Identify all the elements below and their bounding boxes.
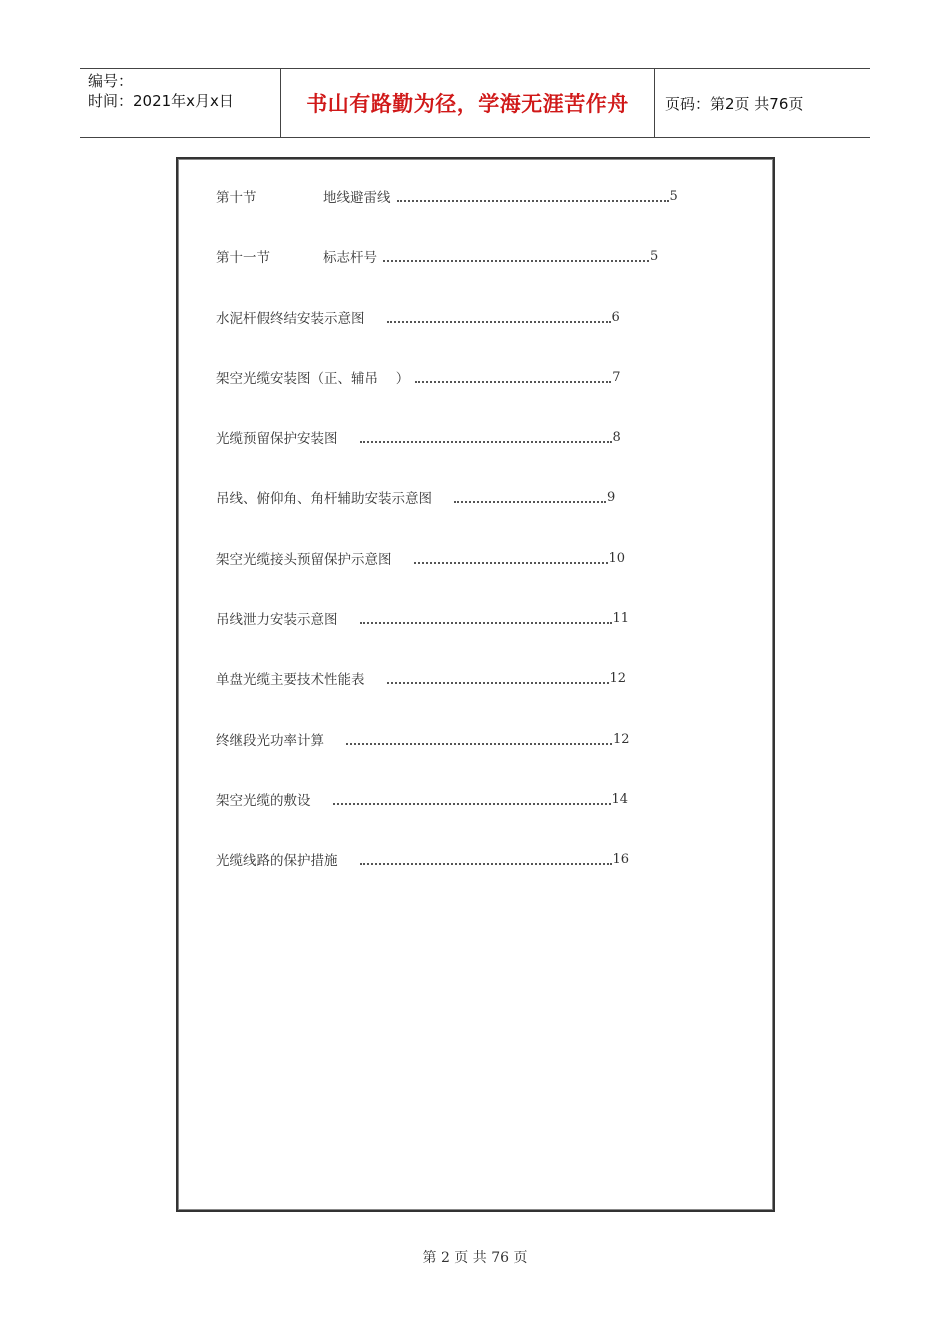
toc-entry[interactable] — [216, 367, 621, 387]
toc-entry[interactable] — [216, 789, 628, 809]
toc-section: 第十一节 — [216, 250, 270, 266]
toc-leader — [414, 553, 608, 564]
toc-title: 终继段光功率计算 — [216, 733, 324, 749]
toc-leader — [383, 251, 649, 262]
toc-entry[interactable] — [216, 729, 630, 749]
page-header — [80, 68, 870, 138]
toc-leader — [360, 854, 612, 865]
toc-leader — [346, 734, 612, 745]
page-footer: 第 2 页 共 76 页 — [422, 1250, 528, 1266]
toc-page: 7 — [612, 369, 621, 385]
toc-title: 光缆线路的保护措施 — [216, 853, 338, 869]
toc-page: 9 — [607, 489, 616, 505]
toc-page: 5 — [669, 188, 678, 204]
toc-page: 12 — [609, 670, 627, 686]
toc-leader — [397, 191, 669, 202]
toc-entry[interactable] — [216, 608, 629, 628]
toc-section: 第十节 — [216, 190, 257, 206]
toc-title: 吊线泄力安装示意图 — [216, 612, 338, 628]
toc-title: 架空光缆接头预留保护示意图 — [216, 552, 392, 568]
toc-leader — [387, 312, 611, 323]
toc-entry[interactable] — [216, 548, 625, 568]
toc-page: 16 — [612, 851, 630, 867]
toc-title: 光缆预留保护安装图 — [216, 431, 338, 447]
toc-leader — [415, 372, 611, 383]
toc-leader — [454, 492, 606, 503]
toc-leader — [360, 432, 612, 443]
toc-entry[interactable] — [216, 307, 620, 327]
toc-entry[interactable] — [216, 668, 626, 688]
toc-title: 架空光缆安装图（正、辅吊 ） — [216, 371, 410, 387]
toc-page: 6 — [611, 309, 620, 325]
toc-page: 8 — [612, 429, 621, 445]
toc-leader — [333, 794, 611, 805]
toc-entry[interactable] — [216, 427, 621, 447]
header-motto: 书山有路勤为径，学海无涯苦作舟 — [281, 69, 655, 137]
header-page-info: 页码：第2页 共76页 — [665, 94, 804, 113]
toc-entry[interactable] — [216, 487, 615, 507]
toc-title: 架空光缆的敷设 — [216, 793, 311, 809]
toc-title: 单盘光缆主要技术性能表 — [216, 672, 365, 688]
toc-title: 水泥杆假终结安装示意图 — [216, 311, 365, 327]
toc-title: 地线避雷线 — [323, 190, 391, 206]
toc-page: 12 — [613, 731, 630, 747]
toc-page: 10 — [608, 550, 626, 566]
toc-entry[interactable] — [216, 186, 678, 206]
toc-page: 5 — [650, 248, 659, 264]
header-meta — [80, 69, 281, 137]
toc-entry[interactable] — [216, 849, 629, 869]
toc-title: 标志杆号 — [323, 250, 377, 266]
toc-title: 吊线、俯仰角、角杆辅助安装示意图 — [216, 491, 432, 507]
toc-page: 14 — [611, 791, 629, 807]
toc-entry[interactable] — [216, 246, 658, 266]
document-time: 时间：2021年x月x日 — [88, 92, 234, 110]
toc-leader — [387, 673, 609, 684]
toc-page: 11 — [612, 610, 630, 626]
document-number: 编号： — [88, 72, 134, 90]
toc-leader — [360, 613, 612, 624]
